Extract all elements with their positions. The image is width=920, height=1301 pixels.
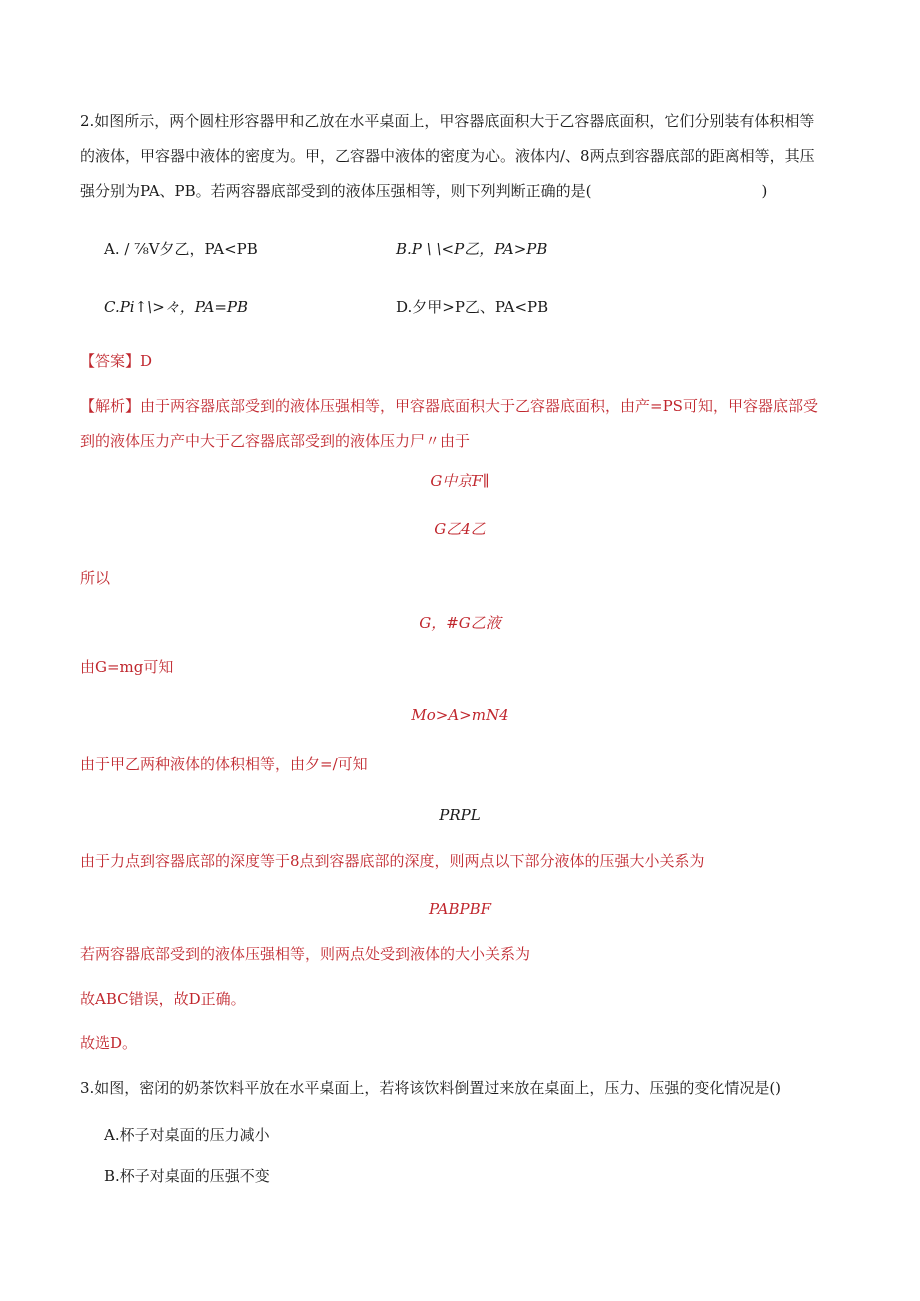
analysis-line-3: 由G=mg可知 [80,658,174,676]
q2-option-a: A. / ⅞V夕乙，PA<PB [104,240,258,258]
q3-option-b: B.杯子对桌面的压强不变 [104,1167,270,1185]
q2-option-b: B.P \ \<P乙，PA>PB [396,240,548,258]
equation-6: PABPBF [428,900,492,918]
q3-option-a: A.杯子对桌面的压力减小 [104,1126,270,1144]
q2-stem-line-3-text: 强分别为PA、PB。若两容器底部受到的液体压强相等，则下列判断正确的是( [80,182,592,200]
q2-option-d: D.夕甲>P乙、PA<PB [396,298,549,316]
q2-stem-line-2: 的液体，甲容器中液体的密度为。甲，乙容器中液体的密度为心。液体内/、8两点到容器底部的距离相等，其压 [80,147,815,165]
analysis-line-6: 若两容器底部受到的液体压强相等，则两点处受到液体的大小关系为 [80,945,531,963]
q2-close-bracket: ) [761,182,768,200]
equation-1: G中京F∥ [430,472,490,490]
q2-stem-line-3 [80,180,767,202]
equation-4: Mo>A>mN4 [411,706,509,724]
analysis-line-1 [80,395,818,417]
equation-3: G，#G乙液 [419,614,501,632]
analysis-text-1: 由于两容器底部受到的液体压强相等，甲容器底面积大于乙容器底面积，由产=PS可知，甲容器底部受 [140,397,818,415]
q2-stem-line-1: 2.如图所示，两个圆柱形容器甲和乙放在水平桌面上，甲容器底面积大于乙容器底面积，它们分别装有体积相等 [80,112,815,130]
answer-line: 【答案】D [80,352,153,370]
q3-stem: 3.如图，密闭的奶茶饮料平放在水平桌面上，若将该饮料倒置过来放在桌面上，压力、压强的变化情况是() [80,1079,782,1097]
analysis-line-5: 由于力点到容器底部的深度等于8点到容器底部的深度，则两点以下部分液体的压强大小关系为 [80,852,705,870]
analysis-label: 【解析】 [80,397,141,415]
equation-2: G乙4乙 [434,520,486,538]
analysis-line-2: 到的液体压力产中大于乙容器底部受到的液体压力尸〃由于 [80,432,471,450]
equation-5: PRPL [439,806,481,824]
q2-option-c: C.Pi↑\>々，PA=PB [104,298,249,316]
analysis-line-7: 故ABC错误，故D正确。 [80,990,246,1008]
analysis-suoyi: 所以 [80,569,111,587]
analysis-line-8: 故选D。 [80,1034,138,1052]
analysis-line-4: 由于甲乙两种液体的体积相等，由夕=/可知 [80,755,368,773]
